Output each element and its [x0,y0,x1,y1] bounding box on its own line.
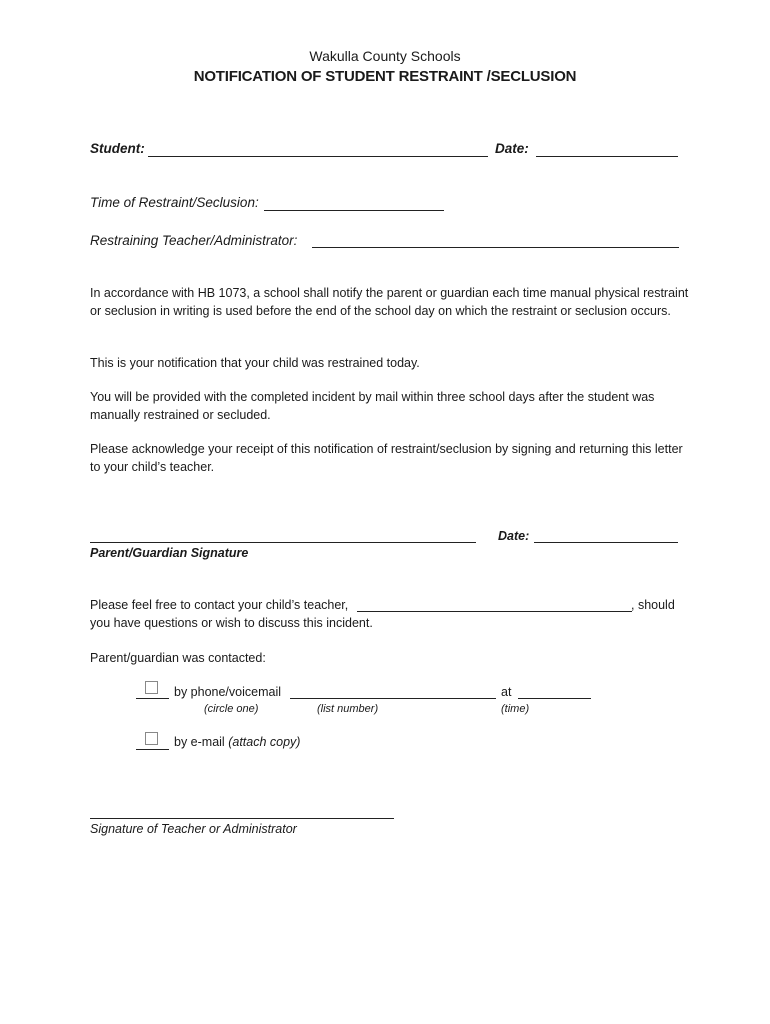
phone-check-line [136,698,169,699]
at-label: at [501,685,512,699]
time-hint: (time) [501,703,530,715]
teacher-name-field[interactable] [357,611,632,612]
time-of-restraint-field[interactable] [264,210,444,211]
should-text: , should [631,598,675,612]
date-field[interactable] [536,156,678,157]
parent-signature-label: Parent/Guardian Signature [90,546,249,560]
contact-teacher-text: Please feel free to contact your child’s teacher, [90,598,349,612]
phone-label: by phone/voicemail [174,685,282,699]
hb1073-paragraph: In accordance with HB 1073, a school shall notify the parent or guardian each time manual physical restraint or seclusion in writing is used before the end of the school day on which the restraint or seclusion occurs. [90,286,689,318]
document-title: NOTIFICATION OF STUDENT RESTRAINT /SECLUSION [193,68,577,85]
incident-mail-paragraph: You will be provided with the completed incident by mail within three school days after the student was manually restrained or secluded. [90,390,655,422]
teacher-signature-label: Signature of Teacher or Administrator [90,822,297,836]
restraining-teacher-label: Restraining Teacher/Administrator: [90,233,298,248]
circle-one-hint: (circle one) [204,703,259,715]
date-label: Date: [495,141,529,156]
signature-date-field[interactable] [534,542,678,543]
contacted-label: Parent/guardian was contacted: [90,651,266,665]
email-row [174,735,300,749]
parent-signature-line[interactable] [90,542,476,543]
acknowledge-paragraph: Please acknowledge your receipt of this notification of restraint/seclusion by signing and returning this letter to your child’s teacher. [90,442,683,474]
questions-text: you have questions or wish to discuss this incident. [90,616,373,630]
time-of-restraint-label: Time of Restraint/Seclusion: [90,195,259,210]
organization-name: Wakulla County Schools [309,48,461,64]
teacher-signature-line[interactable] [90,818,394,819]
student-label: Student: [90,141,145,156]
list-number-hint: (list number) [317,703,379,715]
phone-number-field[interactable] [290,698,496,699]
attach-copy-hint: (attach copy) [228,735,301,749]
student-field[interactable] [148,156,488,157]
restraining-teacher-field[interactable] [312,247,679,248]
phone-checkbox[interactable] [145,681,158,694]
email-check-line [136,749,169,750]
signature-date-label: Date: [498,529,530,543]
notification-paragraph: This is your notification that your child was restrained today. [90,356,420,370]
time-field[interactable] [518,698,591,699]
email-checkbox[interactable] [145,732,158,745]
email-label: by e-mail [174,735,225,749]
